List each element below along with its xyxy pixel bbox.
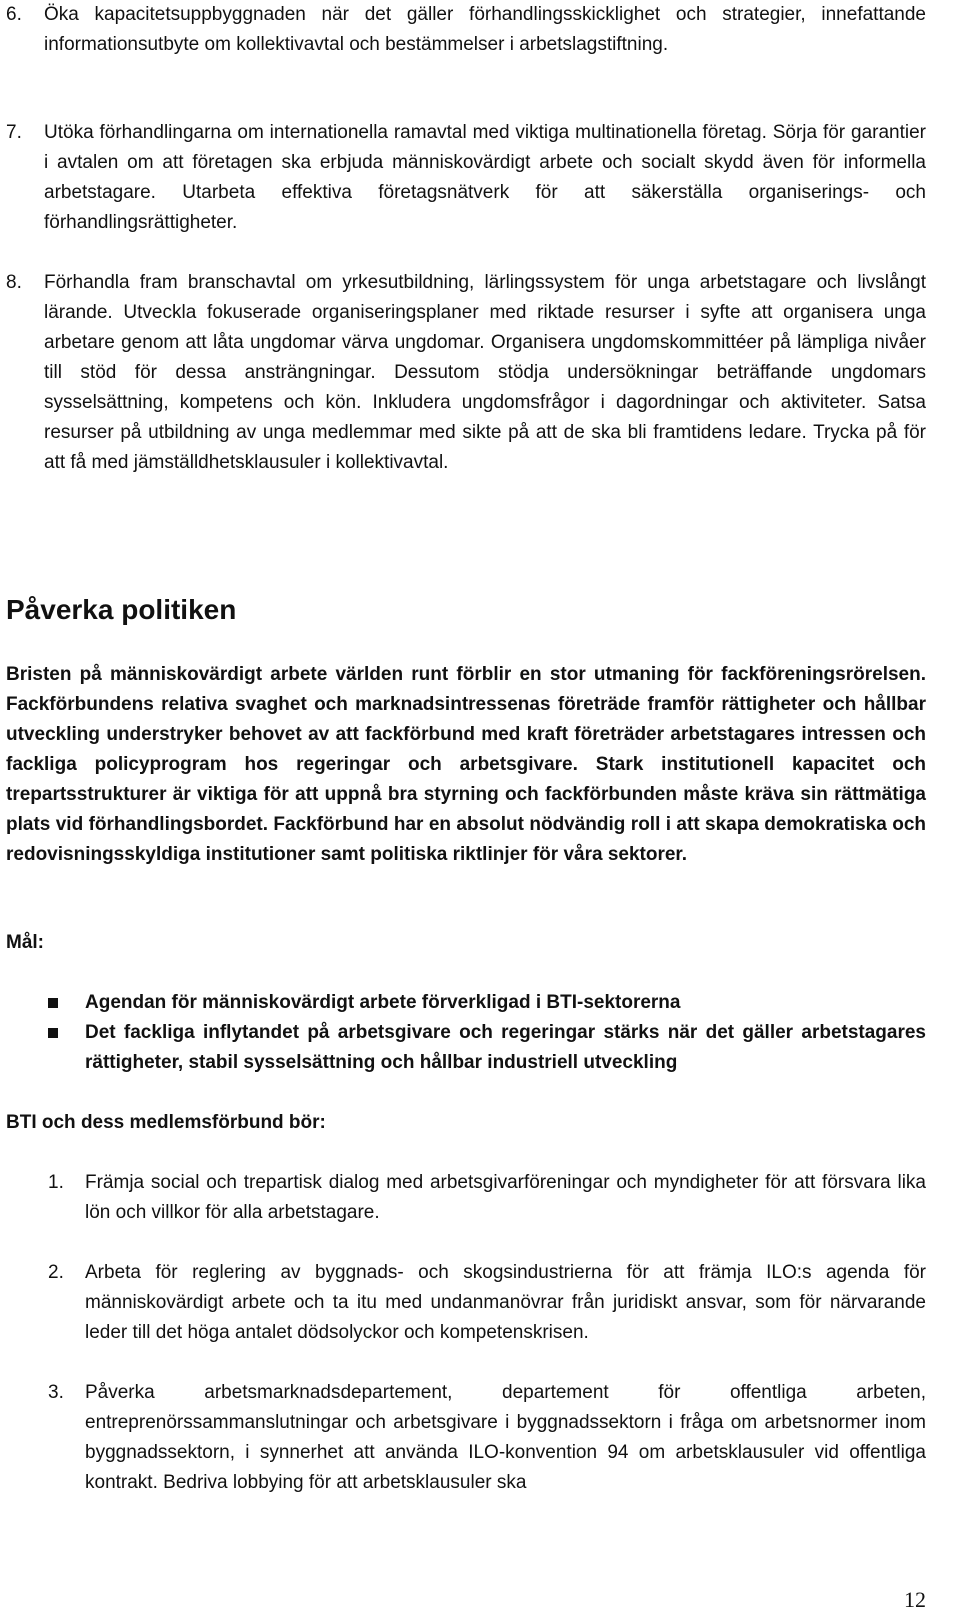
action-text: Arbeta för reglering av byggnads- och skogsindustrierna för att främja ILO:s agenda för människovärdigt arbete och ta itu med undanmanövrar från juridiskt ansvar, som för närvarande leder till det höga antalet dödsolyckor och kompetenskrisen. [85, 1262, 926, 1343]
list-item-text: Öka kapacitetsuppbyggnaden när det gäller förhandlingsskicklighet och strategier, innefattande informationsutbyte om kollektivavtal och bestämmelser i arbetslagstiftning. [44, 4, 926, 55]
action-number: 2. [48, 1262, 64, 1283]
action-number: 1. [48, 1172, 64, 1193]
list-item-text: Förhandla fram branschavtal om yrkesutbildning, lärlingssystem för unga arbetstagare och livslångt lärande. Utveckla fokuserade organiseringsplaner med riktade resurser i syfte att organisera unga arbetare genom att låta ungdomar värva ungdomar. Organisera ungdomskommittéer på lämpliga nivåer till stöd för dessa ansträngningar. Dessutom stödja undersökningar beträffande ungdomars sysselsättning, kompetens och kön. Inkludera ungdomsfrågor i dagordningar och aktiviteter. Satsa resurser på utbildning av unga medlemmar med sikte på att de ska bli framtidens ledare. Trycka på för att få med jämställdhetsklausuler i kollektivavtal. [44, 272, 926, 473]
section-intro: Bristen på människovärdigt arbete världen runt förblir en stor utmaning för fackföreningsrörelsen. Fackförbundens relativa svaghet och marknadsintressenas företräde framför rättigheter och hållbar utveckling understryker behovet av att fackförbund med kraft företräder arbetstagares intressen och fackliga policyprogram hos regeringar och arbetsgivare. Stark institutionell kapacitet och trepartsstrukturer är viktiga för att uppnå bra styrning och fackförbunden måste kräva sin rättmätiga plats vid förhandlingsbordet. Fackförbund har en absolut nödvändig roll i att skapa demokratiska och redovisningsskyldiga institutioner samt politiska riktlinjer för våra sektorer. [6, 664, 926, 865]
action-text: Påverka arbetsmarknadsdepartement, departement för offentliga arbeten, entreprenörssammanslutningar och arbetsgivare i byggnadssektorn i fråga om arbetsnormer inom byggnadssektorn, i synnerhet att använda ILO-konvention 94 om arbetsklausuler vid offentliga kontrakt. Bedriva lobbying för att arbetsklausuler ska [85, 1382, 926, 1493]
goal-text: Agendan för människovärdigt arbete förverkligad i BTI-sektorerna [85, 992, 681, 1013]
action-text: Främja social och trepartisk dialog med arbetsgivarföreningar och myndigheter för att försvara lika lön och villkor för alla arbetstagare. [85, 1172, 926, 1223]
list-item [6, 268, 926, 478]
goals-label: Mål: [6, 932, 44, 953]
list-item-number: 8. [6, 272, 22, 293]
action-item [6, 1378, 926, 1498]
goal-item [6, 1018, 926, 1078]
list-item-text: Utöka förhandlingarna om internationella ramavtal med viktiga multinationella företag. Sörja för garantier i avtalen om att företagen ska erbjuda människovärdigt arbete och socialt skydd även för informella arbetstagare. Utarbeta effektiva företagsnätverk för att säkerställa organiserings- och förhandlingsrättigheter. [44, 122, 926, 233]
list-item-number: 7. [6, 122, 22, 143]
list-item-number: 6. [6, 4, 22, 25]
square-bullet-icon [48, 998, 58, 1008]
section-heading: Påverka politiken [6, 594, 237, 625]
action-item [6, 1258, 926, 1348]
action-item [6, 1168, 926, 1228]
actions-label: BTI och dess medlemsförbund bör: [6, 1112, 326, 1133]
action-number: 3. [48, 1382, 64, 1403]
page-number: 12 [904, 1587, 926, 1612]
goal-item [6, 988, 926, 1018]
goal-text: Det fackliga inflytandet på arbetsgivare och regeringar stärks när det gäller arbetstagares rättigheter, stabil sysselsättning och hållbar industriell utveckling [85, 1022, 926, 1073]
list-item [6, 118, 926, 238]
square-bullet-icon [48, 1028, 58, 1038]
list-item [6, 0, 926, 60]
